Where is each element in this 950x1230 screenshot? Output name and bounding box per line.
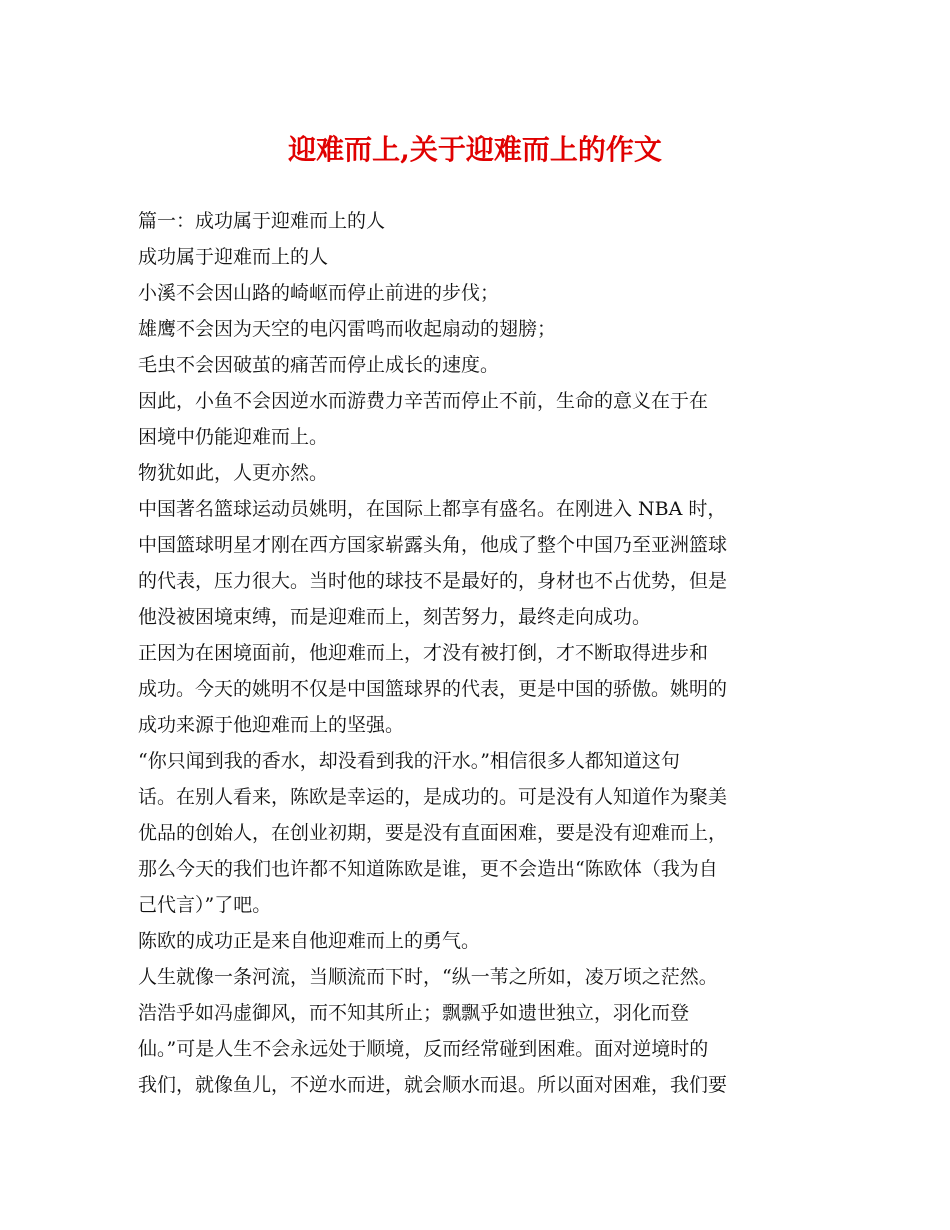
text-line: 物犹如此，人更亦然。	[138, 462, 329, 484]
text-line: 成功属于迎难而上的人	[138, 246, 329, 268]
text-line: 的代表，压力很大。当时他的球技不是最好的，身材也不占优势，但是	[138, 570, 728, 592]
text-line: 困境中仍能迎难而上。	[138, 426, 329, 448]
text-line: 篇一：成功属于迎难而上的人	[138, 210, 386, 232]
text-line: 中国篮球明星才刚在西方国家崭露头角，他成了整个中国乃至亚洲篮球	[138, 534, 728, 556]
text-line: “你只闻到我的香水，却没看到我的汗水。”相信很多人都知道这句	[138, 750, 680, 772]
text-line: 仙。”可是人生不会永远处于顺境，反而经常碰到困难。面对逆境时的	[138, 1038, 709, 1060]
text-line: 陈欧的成功正是来自他迎难而上的勇气。	[138, 930, 481, 952]
text-line: 人生就像一条河流，当顺流而下时，“纵一苇之所如，凌万顷之茫然。	[138, 966, 718, 988]
text-line: 己代言）”了吧。	[138, 894, 272, 916]
text-line: 正因为在困境面前，他迎难而上，才没有被打倒，才不断取得进步和	[138, 642, 709, 664]
text-line: 我们，就像鱼儿，不逆水而进，就会顺水而退。所以面对困难，我们要	[138, 1074, 728, 1096]
text-line: 毛虫不会因破茧的痛苦而停止成长的速度。	[138, 354, 500, 376]
text-line: 因此，小鱼不会因逆水而游费力辛苦而停止不前，生命的意义在于在	[138, 390, 709, 412]
text-line: 成功。今天的姚明不仅是中国篮球界的代表，更是中国的骄傲。姚明的	[138, 678, 728, 700]
text-line: 话。在别人看来，陈欧是幸运的，是成功的。可是没有人知道作为聚美	[138, 786, 728, 808]
text-line: 他没被困境束缚，而是迎难而上，刻苦努力，最终走向成功。	[138, 606, 652, 628]
text-line: 那么今天的我们也许都不知道陈欧是谁，更不会造出“陈欧体（我为自	[138, 858, 718, 880]
text-line: 浩浩乎如冯虚御风，而不知其所止；飘飘乎如遗世独立，羽化而登	[138, 1002, 690, 1024]
text-line: 雄鹰不会因为天空的电闪雷鸣而收起扇动的翅膀；	[138, 318, 557, 340]
document-title: 迎难而上,关于迎难而上的作文	[288, 133, 662, 166]
text-line: 优品的创始人，在创业初期，要是没有直面困难，要是没有迎难而上，	[138, 822, 728, 844]
text-line: 中国著名篮球运动员姚明，在国际上都享有盛名。在刚进入 NBA 时，	[138, 498, 727, 520]
text-line: 成功来源于他迎难而上的坚强。	[138, 714, 405, 736]
text-line: 小溪不会因山路的崎岖而停止前进的步伐；	[138, 282, 500, 304]
document-body	[138, 203, 838, 1103]
